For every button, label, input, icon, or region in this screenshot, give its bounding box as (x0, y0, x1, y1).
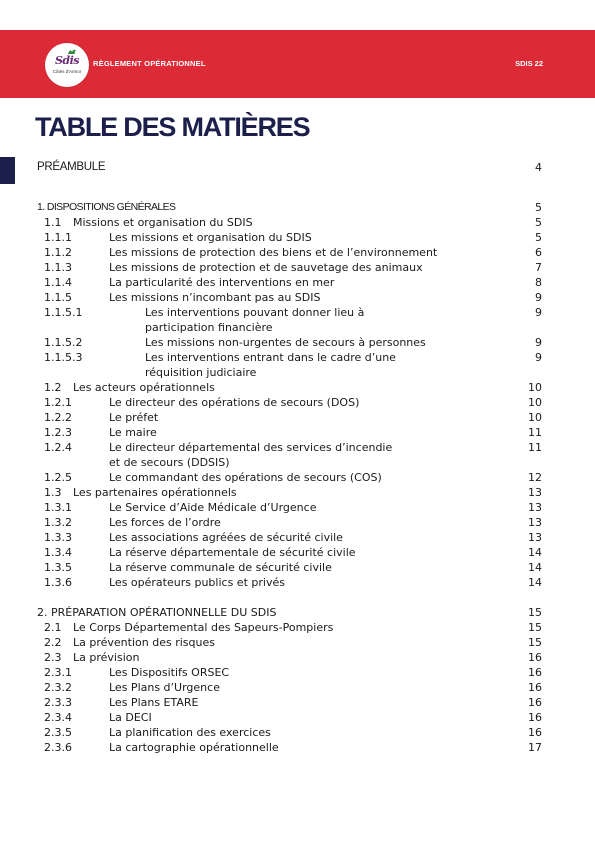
toc-entry[interactable] (0, 710, 595, 725)
toc-label: La DECI (109, 711, 152, 724)
toc-number: 1.3 (44, 486, 62, 499)
toc-page: 14 (528, 546, 542, 559)
toc-number: 1.2.5 (44, 471, 72, 484)
toc-label: Les Plans ETARE (109, 696, 199, 709)
toc-label: Les missions non-urgentes de secours à personnes (145, 336, 426, 349)
toc-number: 1.3.5 (44, 561, 72, 574)
toc-label: Les opérateurs publics et privés (109, 576, 285, 589)
toc-number: 1.2.3 (44, 426, 72, 439)
toc-number: 1.1.5.2 (44, 336, 83, 349)
toc-number: 2.3.1 (44, 666, 72, 679)
header-band (0, 30, 595, 98)
toc-page: 15 (528, 636, 542, 649)
toc-page: 15 (528, 621, 542, 634)
toc-entry[interactable] (0, 665, 595, 680)
toc-label: Les acteurs opérationnels (73, 381, 215, 394)
toc-entry-preamble[interactable] (0, 160, 595, 175)
toc-page: 12 (528, 471, 542, 484)
toc-entry[interactable] (0, 410, 595, 425)
toc-label: Les interventions pouvant donner lieu à (145, 306, 365, 319)
toc-number: 1.1.2 (44, 246, 72, 259)
toc-entry[interactable] (0, 620, 595, 635)
toc-page: 5 (535, 231, 542, 244)
toc-page: 14 (528, 561, 542, 574)
toc-page: 10 (528, 396, 542, 409)
toc-number: 1.3.2 (44, 516, 72, 529)
toc-entry[interactable] (0, 335, 595, 350)
toc-number: 2.1 (44, 621, 62, 634)
toc-page: 9 (535, 336, 542, 349)
toc-page: 5 (535, 201, 542, 214)
toc-entry[interactable] (0, 650, 595, 665)
toc-entry[interactable] (0, 305, 595, 335)
toc-page: 16 (528, 666, 542, 679)
toc-entry[interactable] (0, 470, 595, 485)
toc-number: 2.3.5 (44, 726, 72, 739)
toc-number: 1.2 (44, 381, 62, 394)
toc-page: 17 (528, 741, 542, 754)
toc-page: 9 (535, 291, 542, 304)
document-title: RÈGLEMENT OPÉRATIONNEL (93, 59, 206, 68)
toc-page: 10 (528, 411, 542, 424)
toc-label: Le commandant des opérations de secours (COS) (109, 471, 382, 484)
toc-number: 1.3.3 (44, 531, 72, 544)
toc-page: 7 (535, 261, 542, 274)
toc-page: 6 (535, 246, 542, 259)
document-code: SDIS 22 (515, 59, 543, 68)
toc-page: 13 (528, 516, 542, 529)
page-title: TABLE DES MATIÈRES (35, 112, 310, 142)
toc-number: 1.1 (44, 216, 62, 229)
toc-entry[interactable] (0, 530, 595, 545)
toc-entry[interactable] (0, 500, 595, 515)
toc-entry[interactable] (0, 680, 595, 695)
toc-page: 9 (535, 306, 542, 319)
toc-label: Les forces de l’ordre (109, 516, 221, 529)
toc-label: Les associations agréées de sécurité civile (109, 531, 343, 544)
toc-label: La prévision (73, 651, 140, 664)
toc-number: 1.1.1 (44, 231, 72, 244)
toc-page: 5 (535, 216, 542, 229)
logo-subtitle: Côtes d'Armor (52, 69, 82, 74)
toc-label: Missions et organisation du SDIS (73, 216, 253, 229)
toc-label: Le maire (109, 426, 157, 439)
toc-label-continued: réquisition judiciaire (145, 366, 257, 379)
toc-page: 4 (535, 161, 542, 174)
toc-number: 1.1.4 (44, 276, 72, 289)
toc-entry[interactable] (0, 290, 595, 305)
toc-number: 1.3.1 (44, 501, 72, 514)
toc-page: 16 (528, 651, 542, 664)
toc-number: 2.3 (44, 651, 62, 664)
toc-entry[interactable] (0, 275, 595, 290)
toc-number: 1.1.5 (44, 291, 72, 304)
toc-page: 13 (528, 501, 542, 514)
toc-entry[interactable] (0, 560, 595, 575)
toc-entry-chapter-2[interactable] (0, 605, 595, 620)
toc-label: La prévention des risques (73, 636, 215, 649)
toc-heading: 2. PRÉPARATION OPÉRATIONNELLE DU SDIS (37, 606, 277, 619)
toc-entry[interactable] (0, 215, 595, 230)
toc-label: La particularité des interventions en mer (109, 276, 335, 289)
toc-label: Les missions et organisation du SDIS (109, 231, 312, 244)
toc-number: 1.2.1 (44, 396, 72, 409)
toc-label: Les Dispositifs ORSEC (109, 666, 230, 679)
toc-entry[interactable] (0, 380, 595, 395)
toc-page: 9 (535, 351, 542, 364)
toc-number: 1.1.5.1 (44, 306, 83, 319)
toc-entry[interactable] (0, 740, 595, 755)
toc-label: Les missions de protection des biens et de l’environnement (109, 246, 438, 259)
toc-number: 2.3.3 (44, 696, 72, 709)
sdis-logo (45, 43, 89, 87)
toc-entry[interactable] (0, 260, 595, 275)
toc-page: 11 (528, 426, 542, 439)
toc-label: Le Corps Départemental des Sapeurs-Pompiers (73, 621, 334, 634)
toc-label: Le directeur départemental des services d’incendie (109, 441, 393, 454)
toc-page: 10 (528, 381, 542, 394)
toc-label: La cartographie opérationnelle (109, 741, 279, 754)
toc-label: Le directeur des opérations de secours (DOS) (109, 396, 360, 409)
toc-entry[interactable] (0, 575, 595, 590)
toc-number: 1.2.4 (44, 441, 72, 454)
toc-label: Les missions n’incombant pas au SDIS (109, 291, 321, 304)
toc-label: Les interventions entrant dans le cadre d’une (145, 351, 396, 364)
toc-entry[interactable] (0, 515, 595, 530)
toc-page: 13 (528, 531, 542, 544)
toc-label: La planification des exercices (109, 726, 271, 739)
toc-number: 1.1.5.3 (44, 351, 83, 364)
toc-page: 14 (528, 576, 542, 589)
toc-label: Les missions de protection et de sauvetage des animaux (109, 261, 423, 274)
toc-label: Le préfet (109, 411, 159, 424)
logo-text: Sdis (54, 54, 79, 67)
toc-page: 11 (528, 441, 542, 454)
toc-heading: 1. DISPOSITIONS GÉNÉRALES (37, 201, 176, 213)
toc-entry[interactable] (0, 395, 595, 410)
toc-number: 1.2.2 (44, 411, 72, 424)
toc-number: 2.3.4 (44, 711, 72, 724)
toc-page: 15 (528, 606, 542, 619)
toc-entry[interactable] (0, 230, 595, 245)
toc-entry[interactable] (0, 485, 595, 500)
toc-number: 1.3.6 (44, 576, 72, 589)
toc-number: 1.1.3 (44, 261, 72, 274)
toc-page: 16 (528, 726, 542, 739)
toc-entry[interactable] (0, 350, 595, 380)
toc-label-continued: participation financière (145, 321, 273, 334)
toc-label: La réserve communale de sécurité civile (109, 561, 332, 574)
toc-label: Le Service d’Aide Médicale d’Urgence (109, 501, 317, 514)
toc-entry-chapter-1[interactable] (0, 200, 595, 215)
toc-entry[interactable] (0, 725, 595, 740)
toc-label-continued: et de secours (DDSIS) (109, 456, 230, 469)
toc-label: La réserve départementale de sécurité civile (109, 546, 356, 559)
toc-page: 8 (535, 276, 542, 289)
toc-page: 16 (528, 696, 542, 709)
toc-label: Les partenaires opérationnels (73, 486, 237, 499)
toc-page: 16 (528, 711, 542, 724)
toc-number: 1.3.4 (44, 546, 72, 559)
toc-entry[interactable] (0, 245, 595, 260)
toc-entry[interactable] (0, 545, 595, 560)
toc-number: 2.3.2 (44, 681, 72, 694)
toc-entry[interactable] (0, 425, 595, 440)
toc-page: 16 (528, 681, 542, 694)
toc-page: 13 (528, 486, 542, 499)
toc-number: 2.2 (44, 636, 62, 649)
toc-entry[interactable] (0, 635, 595, 650)
toc-label: Les Plans d’Urgence (109, 681, 220, 694)
toc-heading: PRÉAMBULE (37, 161, 106, 173)
toc-entry[interactable] (0, 695, 595, 710)
toc-entry[interactable] (0, 440, 595, 470)
toc-number: 2.3.6 (44, 741, 72, 754)
